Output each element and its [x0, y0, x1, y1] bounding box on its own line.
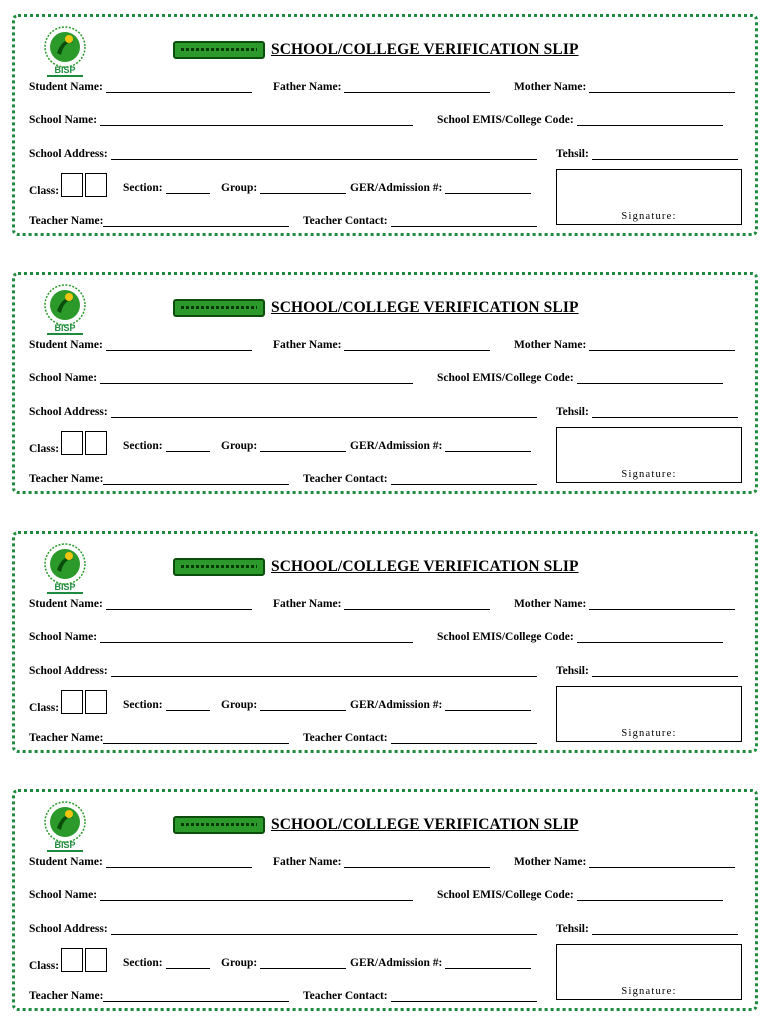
- class-box-1[interactable]: [61, 690, 83, 714]
- school-name-line[interactable]: [100, 890, 413, 901]
- school-emis-field[interactable]: [437, 889, 723, 901]
- student-name-field[interactable]: [29, 81, 252, 93]
- father-name-line[interactable]: [344, 82, 490, 93]
- student-name-line[interactable]: [106, 857, 252, 868]
- tehsil-field[interactable]: [556, 923, 738, 935]
- school-address-label: School Address:: [29, 148, 108, 160]
- teacher-name-line[interactable]: [103, 216, 289, 227]
- mother-name-label: Mother Name:: [514, 598, 587, 610]
- slip-title: SCHOOL/COLLEGE VERIFICATION SLIP: [271, 299, 579, 316]
- school-emis-line[interactable]: [577, 373, 723, 384]
- teacher-name-line[interactable]: [103, 474, 289, 485]
- ger-admission-field[interactable]: [350, 957, 531, 969]
- teacher-contact-label: Teacher Contact:: [303, 732, 388, 744]
- ger-admission-label: GER/Admission #:: [350, 182, 443, 194]
- father-name-field[interactable]: [273, 339, 490, 351]
- student-name-line[interactable]: [106, 599, 252, 610]
- tehsil-line[interactable]: [592, 407, 738, 418]
- teacher-name-line[interactable]: [103, 733, 289, 744]
- group-field[interactable]: [221, 440, 346, 452]
- tehsil-field[interactable]: [556, 148, 738, 160]
- school-emis-line[interactable]: [577, 115, 723, 126]
- mother-name-field[interactable]: [514, 598, 735, 610]
- ger-admission-field[interactable]: [350, 182, 531, 194]
- section-field[interactable]: [123, 957, 210, 969]
- mother-name-label: Mother Name:: [514, 339, 587, 351]
- class-box-1[interactable]: [61, 948, 83, 972]
- urdu-title-badge: [173, 299, 265, 317]
- group-line[interactable]: [260, 958, 346, 969]
- tehsil-line[interactable]: [592, 149, 738, 160]
- class-box-1[interactable]: [61, 173, 83, 197]
- school-name-label: School Name:: [29, 889, 98, 901]
- school-address-field[interactable]: [29, 665, 537, 677]
- urdu-title-badge: [173, 816, 265, 834]
- school-name-label: School Name:: [29, 114, 98, 126]
- logo-text: BISP: [54, 582, 76, 592]
- class-field[interactable]: [29, 690, 107, 714]
- school-name-line[interactable]: [100, 632, 413, 643]
- student-name-label: Student Name:: [29, 856, 103, 868]
- tehsil-label: Tehsil:: [556, 665, 589, 677]
- ger-admission-label: GER/Admission #:: [350, 440, 443, 452]
- teacher-contact-line[interactable]: [391, 216, 537, 227]
- school-address-label: School Address:: [29, 923, 108, 935]
- group-line[interactable]: [260, 441, 346, 452]
- bisp-logo-icon: [39, 798, 91, 854]
- signature-label: Signature:: [621, 728, 677, 739]
- teacher-name-field[interactable]: [29, 473, 289, 485]
- group-label: Group:: [221, 440, 258, 452]
- slip-title: SCHOOL/COLLEGE VERIFICATION SLIP: [271, 41, 579, 58]
- logo-text: BISP: [54, 65, 76, 75]
- school-emis-label: School EMIS/College Code:: [437, 889, 574, 901]
- school-name-label: School Name:: [29, 372, 98, 384]
- father-name-label: Father Name:: [273, 81, 342, 93]
- section-label: Section:: [123, 699, 163, 711]
- class-box-1[interactable]: [61, 431, 83, 455]
- bisp-logo-icon: [39, 540, 91, 596]
- student-name-label: Student Name:: [29, 81, 103, 93]
- signature-box[interactable]: [556, 169, 742, 225]
- mother-name-line[interactable]: [589, 82, 735, 93]
- ger-admission-line[interactable]: [445, 958, 531, 969]
- father-name-label: Father Name:: [273, 598, 342, 610]
- mother-name-line[interactable]: [589, 857, 735, 868]
- section-field[interactable]: [123, 440, 210, 452]
- ger-admission-label: GER/Admission #:: [350, 699, 443, 711]
- ger-admission-label: GER/Admission #:: [350, 957, 443, 969]
- father-name-label: Father Name:: [273, 856, 342, 868]
- ger-admission-line[interactable]: [445, 183, 531, 194]
- signature-box[interactable]: [556, 427, 742, 483]
- school-emis-field[interactable]: [437, 372, 723, 384]
- school-name-line[interactable]: [100, 373, 413, 384]
- mother-name-field[interactable]: [514, 339, 735, 351]
- section-line[interactable]: [166, 183, 210, 194]
- teacher-name-field[interactable]: [29, 215, 289, 227]
- group-field[interactable]: [221, 182, 346, 194]
- section-line[interactable]: [166, 700, 210, 711]
- school-name-field[interactable]: [29, 889, 413, 901]
- school-emis-label: School EMIS/College Code:: [437, 114, 574, 126]
- section-field[interactable]: [123, 182, 210, 194]
- teacher-name-label: Teacher Name:: [29, 473, 104, 485]
- signature-label: Signature:: [621, 986, 677, 997]
- teacher-contact-label: Teacher Contact:: [303, 990, 388, 1002]
- teacher-contact-field[interactable]: [303, 215, 537, 227]
- class-label: Class:: [29, 443, 60, 455]
- school-emis-field[interactable]: [437, 631, 723, 643]
- teacher-contact-field[interactable]: [303, 473, 537, 485]
- class-field[interactable]: [29, 431, 107, 455]
- section-label: Section:: [123, 957, 163, 969]
- school-address-field[interactable]: [29, 923, 537, 935]
- teacher-contact-field[interactable]: [303, 732, 537, 744]
- group-line[interactable]: [260, 700, 346, 711]
- class-label: Class:: [29, 185, 60, 197]
- tehsil-field[interactable]: [556, 406, 738, 418]
- student-name-field[interactable]: [29, 339, 252, 351]
- ger-admission-field[interactable]: [350, 440, 531, 452]
- urdu-title-badge: [173, 558, 265, 576]
- group-label: Group:: [221, 957, 258, 969]
- teacher-name-field[interactable]: [29, 732, 289, 744]
- school-emis-field[interactable]: [437, 114, 723, 126]
- teacher-name-field[interactable]: [29, 990, 289, 1002]
- school-address-line[interactable]: [111, 666, 537, 677]
- mother-name-field[interactable]: [514, 856, 735, 868]
- group-label: Group:: [221, 699, 258, 711]
- tehsil-label: Tehsil:: [556, 923, 589, 935]
- mother-name-line[interactable]: [589, 340, 735, 351]
- mother-name-field[interactable]: [514, 81, 735, 93]
- logo-text: BISP: [54, 840, 76, 850]
- school-address-field[interactable]: [29, 148, 537, 160]
- section-field[interactable]: [123, 699, 210, 711]
- title-row: [173, 556, 579, 578]
- class-box-2[interactable]: [85, 431, 107, 455]
- teacher-name-label: Teacher Name:: [29, 215, 104, 227]
- class-box-2[interactable]: [85, 173, 107, 197]
- teacher-name-label: Teacher Name:: [29, 990, 104, 1002]
- group-field[interactable]: [221, 699, 346, 711]
- father-name-label: Father Name:: [273, 339, 342, 351]
- bisp-logo-icon: [39, 23, 91, 79]
- school-name-label: School Name:: [29, 631, 98, 643]
- group-field[interactable]: [221, 957, 346, 969]
- section-line[interactable]: [166, 958, 210, 969]
- teacher-contact-line[interactable]: [391, 474, 537, 485]
- class-field[interactable]: [29, 173, 107, 197]
- slip-title: SCHOOL/COLLEGE VERIFICATION SLIP: [271, 558, 579, 575]
- father-name-line[interactable]: [344, 599, 490, 610]
- father-name-field[interactable]: [273, 81, 490, 93]
- tehsil-label: Tehsil:: [556, 148, 589, 160]
- section-line[interactable]: [166, 441, 210, 452]
- logo-text: BISP: [54, 323, 76, 333]
- section-label: Section:: [123, 182, 163, 194]
- student-name-field[interactable]: [29, 856, 252, 868]
- school-address-line[interactable]: [111, 924, 537, 935]
- school-address-label: School Address:: [29, 665, 108, 677]
- tehsil-line[interactable]: [592, 666, 738, 677]
- mother-name-label: Mother Name:: [514, 856, 587, 868]
- group-line[interactable]: [260, 183, 346, 194]
- school-name-line[interactable]: [100, 115, 413, 126]
- verification-slip: [12, 531, 758, 753]
- teacher-name-line[interactable]: [103, 991, 289, 1002]
- teacher-contact-label: Teacher Contact:: [303, 215, 388, 227]
- class-box-2[interactable]: [85, 690, 107, 714]
- student-name-line[interactable]: [106, 340, 252, 351]
- ger-admission-line[interactable]: [445, 441, 531, 452]
- school-address-line[interactable]: [111, 407, 537, 418]
- teacher-name-label: Teacher Name:: [29, 732, 104, 744]
- student-name-label: Student Name:: [29, 598, 103, 610]
- title-row: [173, 814, 579, 836]
- teacher-contact-line[interactable]: [391, 733, 537, 744]
- urdu-title-badge: [173, 41, 265, 59]
- mother-name-label: Mother Name:: [514, 81, 587, 93]
- school-emis-label: School EMIS/College Code:: [437, 631, 574, 643]
- school-name-field[interactable]: [29, 372, 413, 384]
- verification-slip: [12, 272, 758, 494]
- teacher-contact-field[interactable]: [303, 990, 537, 1002]
- father-name-line[interactable]: [344, 340, 490, 351]
- signature-box[interactable]: [556, 944, 742, 1000]
- class-box-2[interactable]: [85, 948, 107, 972]
- verification-slip: [12, 14, 758, 236]
- ger-admission-field[interactable]: [350, 699, 531, 711]
- section-label: Section:: [123, 440, 163, 452]
- signature-label: Signature:: [621, 211, 677, 222]
- student-name-field[interactable]: [29, 598, 252, 610]
- class-label: Class:: [29, 702, 60, 714]
- student-name-label: Student Name:: [29, 339, 103, 351]
- teacher-contact-label: Teacher Contact:: [303, 473, 388, 485]
- school-address-field[interactable]: [29, 406, 537, 418]
- signature-label: Signature:: [621, 469, 677, 480]
- title-row: [173, 297, 579, 319]
- school-emis-label: School EMIS/College Code:: [437, 372, 574, 384]
- class-label: Class:: [29, 960, 60, 972]
- bisp-logo-icon: [39, 281, 91, 337]
- school-emis-line[interactable]: [577, 632, 723, 643]
- verification-slip: [12, 789, 758, 1011]
- student-name-line[interactable]: [106, 82, 252, 93]
- tehsil-line[interactable]: [592, 924, 738, 935]
- school-address-label: School Address:: [29, 406, 108, 418]
- school-emis-line[interactable]: [577, 890, 723, 901]
- school-name-field[interactable]: [29, 631, 413, 643]
- mother-name-line[interactable]: [589, 599, 735, 610]
- father-name-line[interactable]: [344, 857, 490, 868]
- school-address-line[interactable]: [111, 149, 537, 160]
- class-field[interactable]: [29, 948, 107, 972]
- school-name-field[interactable]: [29, 114, 413, 126]
- tehsil-field[interactable]: [556, 665, 738, 677]
- slip-title: SCHOOL/COLLEGE VERIFICATION SLIP: [271, 816, 579, 833]
- ger-admission-line[interactable]: [445, 700, 531, 711]
- father-name-field[interactable]: [273, 598, 490, 610]
- teacher-contact-line[interactable]: [391, 991, 537, 1002]
- tehsil-label: Tehsil:: [556, 406, 589, 418]
- group-label: Group:: [221, 182, 258, 194]
- signature-box[interactable]: [556, 686, 742, 742]
- title-row: [173, 39, 579, 61]
- father-name-field[interactable]: [273, 856, 490, 868]
